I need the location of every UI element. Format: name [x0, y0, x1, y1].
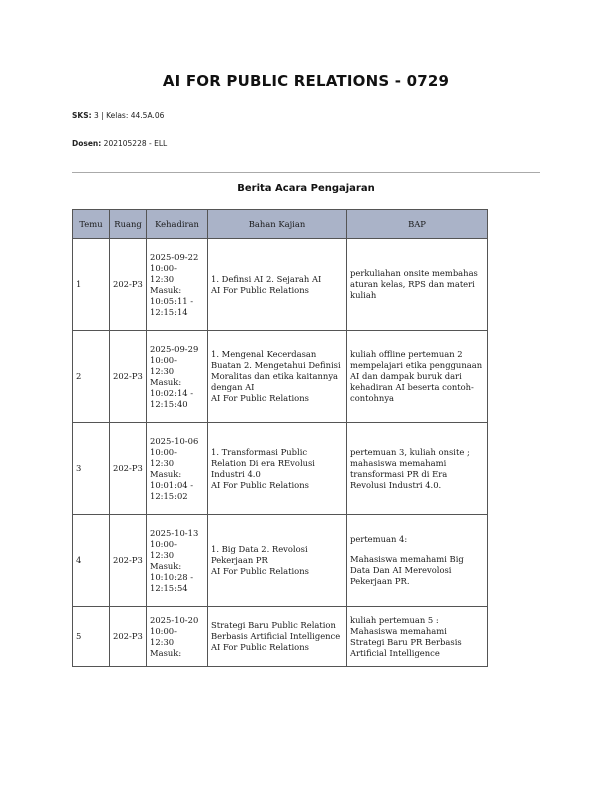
- sks-value: 3 | Kelas: 44.5A.06: [94, 111, 165, 120]
- kehadiran-masuk-start: 10:10:28 -: [150, 571, 194, 582]
- kehadiran-masuk-start: 10:05:11 -: [150, 295, 194, 306]
- cell-bap: [347, 423, 488, 515]
- kehadiran-masuk-label: Masuk:: [150, 468, 182, 479]
- course-meta-sks: [72, 111, 164, 120]
- bahan-course: AI For Public Relations: [211, 284, 309, 295]
- cell-ruang: 202-P3: [110, 331, 147, 423]
- divider: [72, 172, 540, 173]
- page-title: AI FOR PUBLIC RELATIONS - 0729: [162, 72, 450, 90]
- bap-heading: kuliah pertemuan 5 :: [350, 614, 439, 625]
- bap-text: pertemuan 3, kuliah onsite ; mahasiswa memahami transformasi PR di Era Revolusi Industri 4.0.: [350, 446, 470, 490]
- cell-ruang: 202-P3: [110, 423, 147, 515]
- kehadiran-start: 10:00-: [150, 625, 177, 636]
- kehadiran-masuk-start: 10:02:14 -: [150, 387, 194, 398]
- dosen-label: Dosen:: [72, 139, 102, 148]
- cell-kehadiran: [147, 423, 208, 515]
- bahan-topics: 1. Mengenal Kecerdasan Buatan 2. Mengetahui Definisi Moralitas dan etika kaitannya dengan AI: [211, 349, 341, 392]
- cell-temu: 5: [73, 607, 110, 667]
- bahan-topics: 1. Definsi AI 2. Sejarah AI: [211, 273, 322, 284]
- kehadiran-end: 12:30: [150, 273, 175, 284]
- cell-temu: 2: [73, 331, 110, 423]
- cell-bap: [347, 607, 488, 667]
- bap-text: kuliah offline pertemuan 2 mempelajari etika penggunaan AI dan dampak buruk dari kehadiran AI beserta contoh-contohnya: [350, 349, 483, 403]
- kehadiran-end: 12:30: [150, 365, 175, 376]
- kehadiran-date: 2025-10-20: [150, 614, 199, 625]
- kehadiran-masuk-start: 10:01:04 -: [150, 479, 194, 490]
- kehadiran-masuk-end: 12:15:14: [150, 306, 188, 317]
- bap-text: Mahasiswa memahami Strategi Baru PR Berbasis Artificial Intelligence: [350, 625, 462, 658]
- kehadiran-masuk-end: 12:15:40: [150, 398, 188, 409]
- bahan-topics: 1. Transformasi Public Relation Di era REvolusi Industri 4.0: [211, 446, 315, 479]
- cell-kehadiran: [147, 607, 208, 667]
- bap-text: Mahasiswa memahami Big Data Dan AI Merevolosi Pekerjaan PR.: [350, 554, 464, 586]
- cell-kehadiran: [147, 331, 208, 423]
- kehadiran-masuk-label: Masuk:: [150, 284, 182, 295]
- cell-kehadiran: [147, 239, 208, 331]
- kehadiran-end: 12:30: [150, 636, 175, 647]
- kehadiran-date: 2025-10-13: [150, 527, 199, 538]
- bahan-course: AI For Public Relations: [211, 393, 309, 403]
- kehadiran-start: 10:00-: [150, 538, 177, 549]
- kehadiran-end: 12:30: [150, 457, 175, 468]
- kehadiran-masuk-label: Masuk:: [150, 560, 182, 571]
- bahan-course: AI For Public Relations: [211, 642, 309, 652]
- table-row: [73, 607, 488, 667]
- section-title: Berita Acara Pengajaran: [237, 183, 375, 194]
- col-header-bahan-kajian: Bahan Kajian: [208, 210, 347, 239]
- bap-table: [72, 209, 488, 667]
- cell-bahan-kajian: [208, 515, 347, 607]
- cell-bap: [347, 331, 488, 423]
- cell-temu: 1: [73, 239, 110, 331]
- cell-kehadiran: [147, 515, 208, 607]
- kehadiran-masuk-end: 12:15:02: [150, 490, 188, 501]
- bap-text: perkuliahan onsite membahas aturan kelas, RPS dan materi kuliah: [350, 268, 478, 300]
- cell-bahan-kajian: [208, 239, 347, 331]
- col-header-bap: BAP: [347, 210, 488, 239]
- kehadiran-date: 2025-09-29: [150, 343, 199, 354]
- cell-bahan-kajian: [208, 331, 347, 423]
- cell-ruang: 202-P3: [110, 515, 147, 607]
- kehadiran-masuk-label: Masuk:: [150, 647, 182, 658]
- cell-bap: [347, 515, 488, 607]
- bahan-topics: 1. Big Data 2. Revolosi Pekerjaan PR: [211, 544, 308, 565]
- table-header-row: [73, 210, 488, 239]
- kehadiran-masuk-end: 12:15:54: [150, 582, 188, 593]
- kehadiran-start: 10:00-: [150, 262, 177, 273]
- kehadiran-end: 12:30: [150, 549, 175, 560]
- course-meta-dosen: [72, 139, 167, 148]
- cell-bahan-kajian: [208, 423, 347, 515]
- bap-heading: pertemuan 4:: [350, 534, 408, 544]
- bahan-course: AI For Public Relations: [211, 566, 309, 576]
- kehadiran-masuk-label: Masuk:: [150, 376, 182, 387]
- col-header-ruang: Ruang: [110, 210, 147, 239]
- cell-bahan-kajian: [208, 607, 347, 667]
- cell-bap: [347, 239, 488, 331]
- table-row: [73, 331, 488, 423]
- sks-label: SKS:: [72, 111, 92, 120]
- bahan-course: AI For Public Relations: [211, 479, 309, 490]
- dosen-value: 202105228 - ELL: [103, 139, 168, 148]
- kehadiran-start: 10:00-: [150, 446, 177, 457]
- kehadiran-date: 2025-10-06: [150, 435, 199, 446]
- cell-temu: 4: [73, 515, 110, 607]
- col-header-kehadiran: Kehadiran: [147, 210, 208, 239]
- cell-temu: 3: [73, 423, 110, 515]
- table-row: [73, 239, 488, 331]
- table-row: [73, 423, 488, 515]
- cell-ruang: 202-P3: [110, 607, 147, 667]
- kehadiran-date: 2025-09-22: [150, 251, 199, 262]
- bahan-topics: Strategi Baru Public Relation Berbasis Artificial Intelligence: [211, 620, 341, 641]
- kehadiran-start: 10:00-: [150, 354, 177, 365]
- table-row: [73, 515, 488, 607]
- cell-ruang: 202-P3: [110, 239, 147, 331]
- col-header-temu: Temu: [73, 210, 110, 239]
